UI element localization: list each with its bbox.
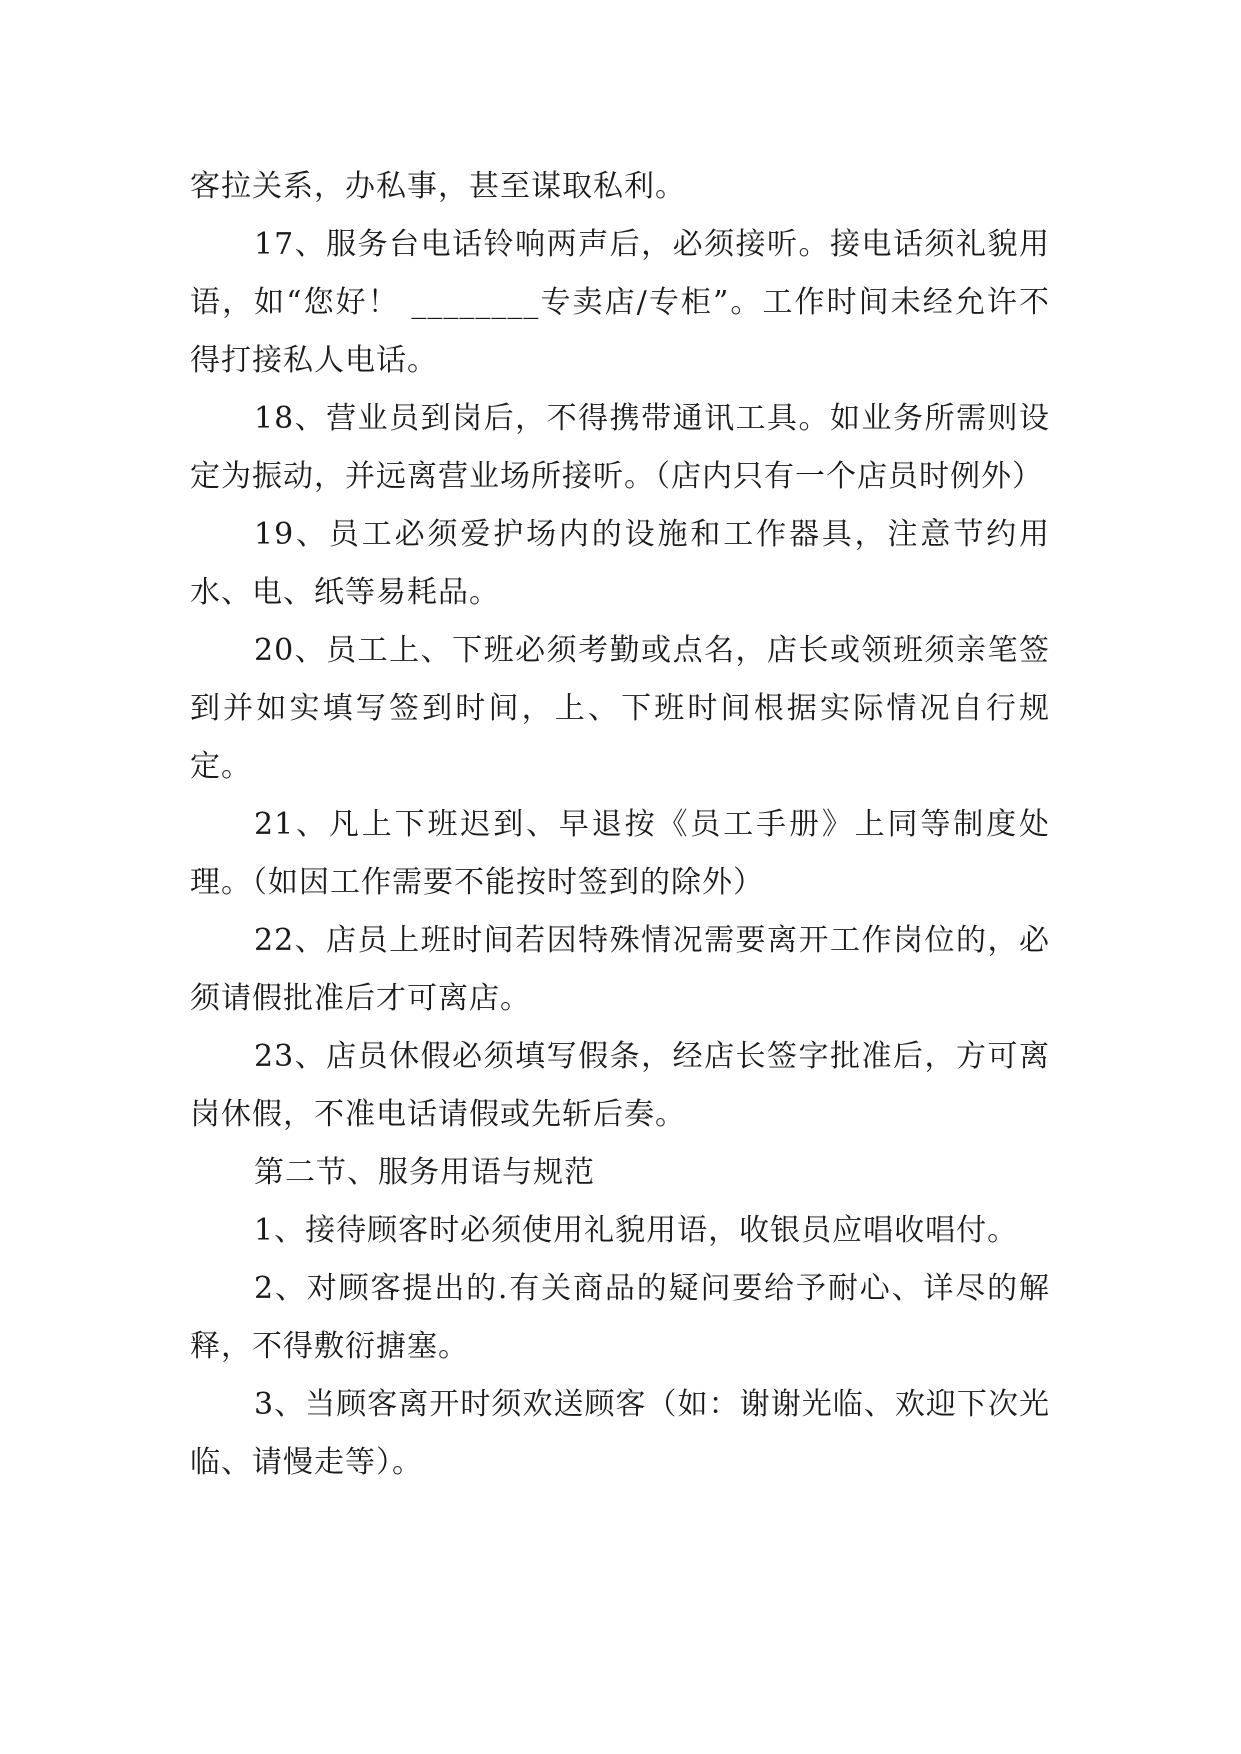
paragraph-continuation: 客拉关系，办私事，甚至谋取私利。	[190, 169, 686, 204]
paragraph-19: 19、员工必须爱护场内的设施和工作器具，注意节约用水、电、纸等易耗品。	[190, 517, 1050, 610]
paragraph-s2-2: 2、对顾客提出的.有关商品的疑问要给予耐心、详尽的解释，不得敷衍搪塞。	[190, 1271, 1050, 1364]
paragraph-20: 20、员工上、下班必须考勤或点名，店长或领班须亲笔签到并如实填写签到时间，上、下班时间根据实际情况自行规定。	[190, 633, 1050, 784]
paragraph-s2-1: 1、接待顾客时必须使用礼貌用语，收银员应唱收唱付。	[254, 1213, 1019, 1248]
section-heading: 第二节、服务用语与规范	[254, 1155, 595, 1190]
document-body	[190, 158, 1050, 1492]
paragraph-s2-3: 3、当顾客离开时须欢送顾客（如：谢谢光临、欢迎下次光临、请慢走等）。	[190, 1387, 1050, 1480]
paragraph-17: 17、服务台电话铃响两声后，必须接听。接电话须礼貌用语，如“您好！ ________专卖店/专柜”。工作时间未经允许不得打接私人电话。	[190, 227, 1050, 378]
paragraph-22: 22、店员上班时间若因特殊情况需要离开工作岗位的，必须请假批准后才可离店。	[190, 923, 1050, 1016]
paragraph-21: 21、凡上下班迟到、早退按《员工手册》上同等制度处理。（如因工作需要不能按时签到的除外）	[190, 807, 1050, 900]
paragraph-18: 18、营业员到岗后，不得携带通讯工具。如业务所需则设定为振动，并远离营业场所接听。（店内只有一个店员时例外）	[190, 401, 1050, 494]
paragraph-23: 23、店员休假必须填写假条，经店长签字批准后，方可离岗休假，不准电话请假或先斩后奏。	[190, 1039, 1050, 1132]
